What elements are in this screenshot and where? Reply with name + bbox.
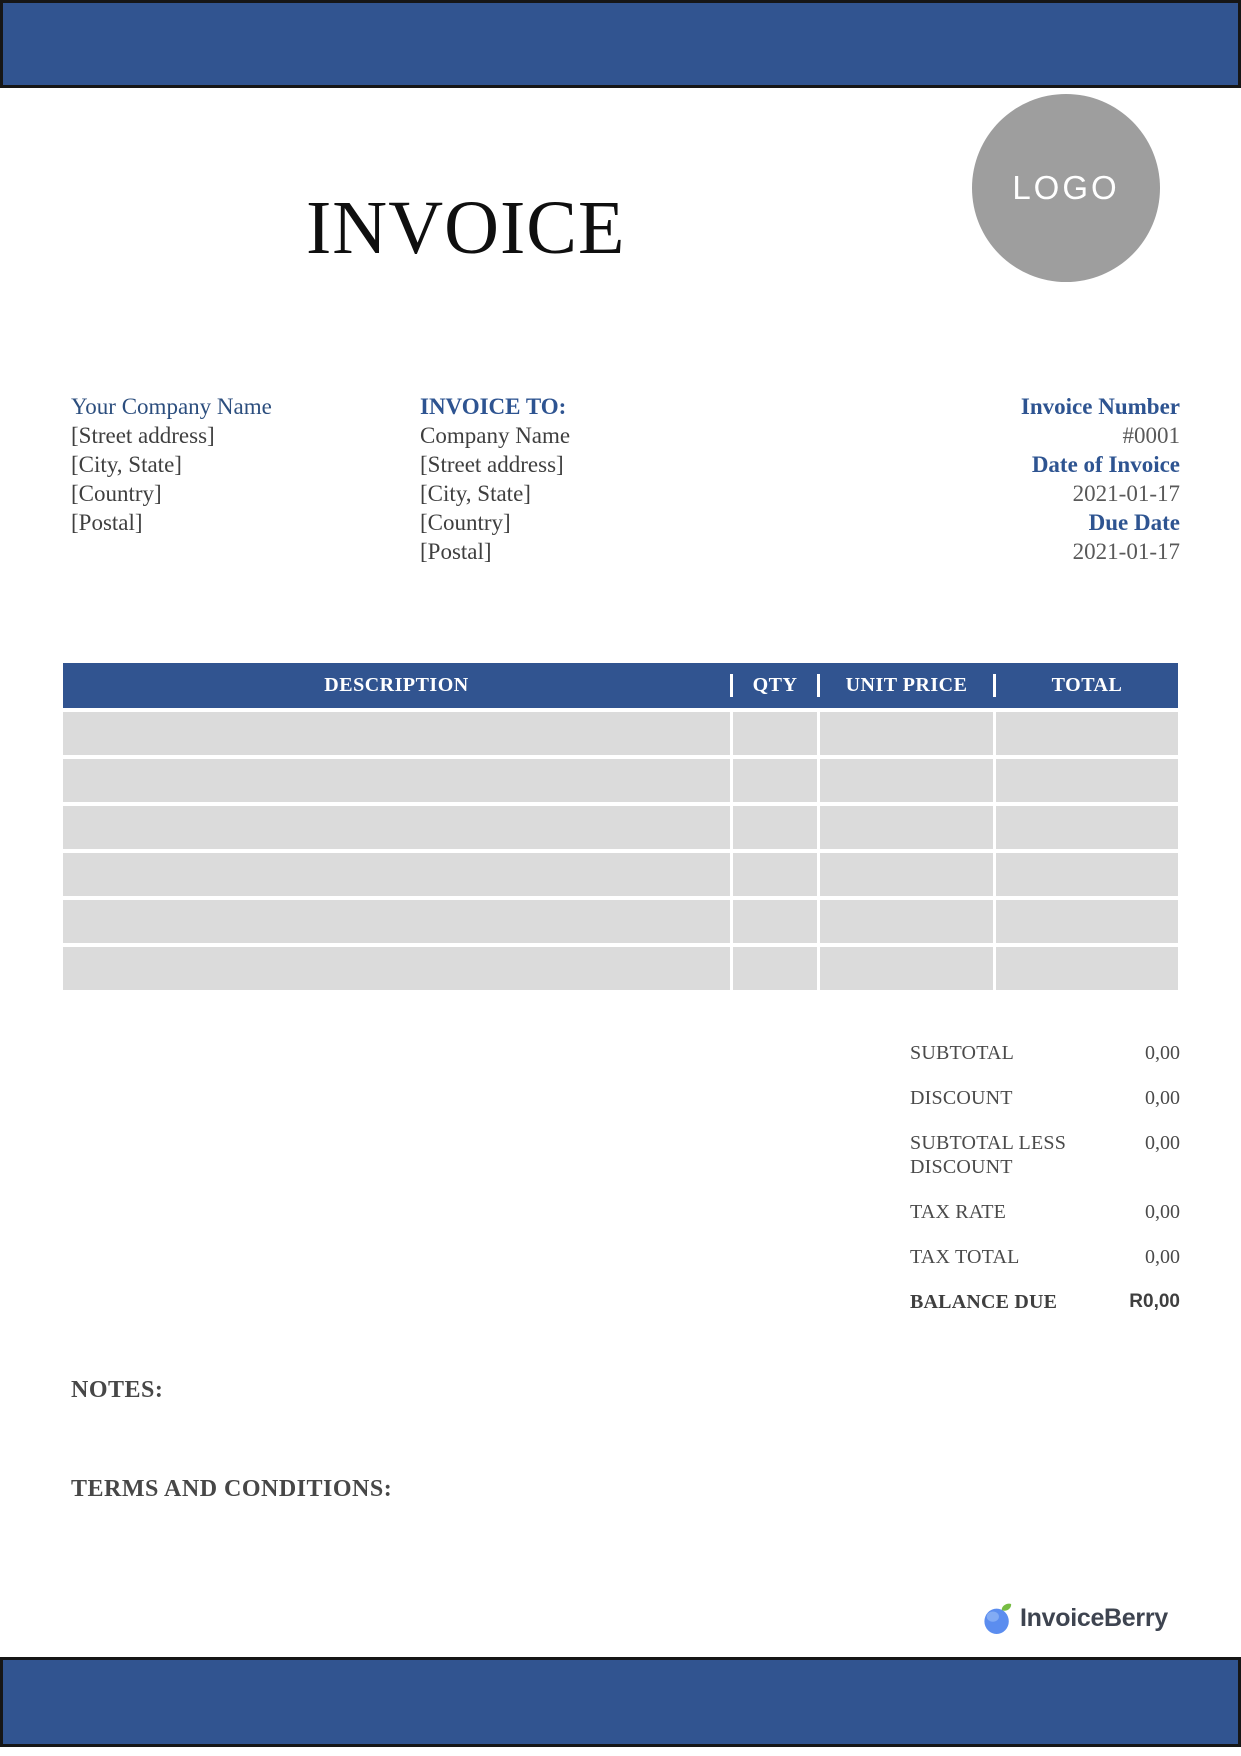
meta-item	[1021, 450, 1180, 508]
company-address-line: [Country]	[71, 481, 162, 506]
summary-row	[910, 1131, 1180, 1179]
qty-cell	[730, 853, 817, 896]
total-cell	[993, 900, 1178, 943]
table-header-row	[63, 663, 1178, 708]
invoice-meta-rows	[1021, 392, 1180, 566]
table-row	[63, 853, 1178, 896]
summary-row	[910, 1200, 1180, 1224]
invoice-to-line: [Street address]	[420, 452, 564, 477]
qty-cell	[730, 947, 817, 990]
invoice-to-line: [Postal]	[420, 539, 492, 564]
description-cell	[63, 712, 730, 755]
total-cell	[993, 947, 1178, 990]
meta-value: 2021-01-17	[1072, 481, 1180, 506]
meta-item	[1021, 392, 1180, 450]
balance-due-value: R0,00	[1129, 1291, 1180, 1312]
summary-value: 0,00	[1145, 1132, 1180, 1154]
unit-price-cell	[817, 947, 993, 990]
meta-value: #0001	[1122, 423, 1180, 448]
balance-due-label: BALANCE DUE	[910, 1291, 1058, 1313]
total-cell	[993, 806, 1178, 849]
summary-value: 0,00	[1145, 1246, 1180, 1268]
unit-price-cell	[817, 900, 993, 943]
invoiceberry-wordmark: InvoiceBerry	[1020, 1604, 1168, 1632]
summary-value: 0,00	[1145, 1201, 1180, 1223]
top-banner-bar	[0, 0, 1241, 88]
invoice-to-heading: INVOICE TO:	[420, 394, 567, 419]
description-cell	[63, 853, 730, 896]
table-body	[63, 712, 1178, 990]
column-header: UNIT PRICE	[817, 674, 993, 697]
summary-label: TAX TOTAL	[910, 1246, 1020, 1268]
balance-due-row	[910, 1290, 1180, 1314]
qty-cell	[730, 759, 817, 802]
invoice-to-line: [Country]	[420, 510, 511, 535]
invoice-to-address	[420, 421, 570, 566]
column-header: DESCRIPTION	[324, 674, 469, 696]
invoice-to-line: [City, State]	[420, 481, 531, 506]
summary-row	[910, 1041, 1180, 1065]
unit-price-cell	[817, 759, 993, 802]
description-cell	[63, 947, 730, 990]
table-row	[63, 712, 1178, 755]
table-row	[63, 900, 1178, 943]
total-cell	[993, 712, 1178, 755]
summary-row	[910, 1245, 1180, 1269]
unit-price-cell	[817, 806, 993, 849]
qty-cell	[730, 900, 817, 943]
qty-cell	[730, 712, 817, 755]
terms-heading: TERMS AND CONDITIONS:	[71, 1476, 393, 1502]
company-address-line: [Postal]	[71, 510, 143, 535]
summary-block	[910, 1041, 1180, 1335]
invoice-meta-block	[1021, 392, 1180, 566]
invoiceberry-branding	[983, 1602, 1168, 1635]
column-header: TOTAL	[993, 674, 1178, 697]
total-cell	[993, 759, 1178, 802]
description-cell	[63, 900, 730, 943]
logo-text: LOGO	[1012, 169, 1120, 206]
qty-cell	[730, 806, 817, 849]
table-row	[63, 947, 1178, 990]
summary-label: SUBTOTAL LESS DISCOUNT	[910, 1132, 1067, 1178]
company-name: Your Company Name	[71, 394, 272, 419]
notes-heading: NOTES:	[71, 1377, 164, 1403]
total-cell	[993, 853, 1178, 896]
company-address-line: [City, State]	[71, 452, 182, 477]
table-row	[63, 759, 1178, 802]
summary-label: SUBTOTAL	[910, 1042, 1015, 1064]
summary-rows	[910, 1041, 1180, 1269]
description-cell	[63, 806, 730, 849]
invoice-title: INVOICE	[306, 186, 626, 270]
table-row	[63, 806, 1178, 849]
meta-label: Due Date	[1088, 510, 1180, 535]
meta-value: 2021-01-17	[1072, 539, 1180, 564]
meta-label: Invoice Number	[1020, 394, 1180, 419]
summary-value: 0,00	[1145, 1087, 1180, 1109]
summary-row	[910, 1086, 1180, 1110]
description-cell	[63, 759, 730, 802]
invoiceberry-berry-icon	[983, 1602, 1013, 1635]
footer-banner-bar	[0, 1657, 1241, 1747]
invoice-to-block	[420, 392, 570, 566]
unit-price-cell	[817, 712, 993, 755]
company-address-line: [Street address]	[71, 423, 215, 448]
line-items-table	[63, 663, 1178, 990]
summary-label: TAX RATE	[910, 1201, 1007, 1223]
column-header: QTY	[730, 674, 817, 697]
meta-label: Date of Invoice	[1031, 452, 1180, 477]
company-block	[71, 392, 272, 537]
meta-item	[1021, 508, 1180, 566]
summary-label: DISCOUNT	[910, 1087, 1013, 1109]
summary-value: 0,00	[1145, 1042, 1180, 1064]
company-address	[71, 421, 272, 537]
unit-price-cell	[817, 853, 993, 896]
logo-placeholder	[972, 94, 1160, 282]
invoice-to-line: Company Name	[420, 423, 571, 448]
